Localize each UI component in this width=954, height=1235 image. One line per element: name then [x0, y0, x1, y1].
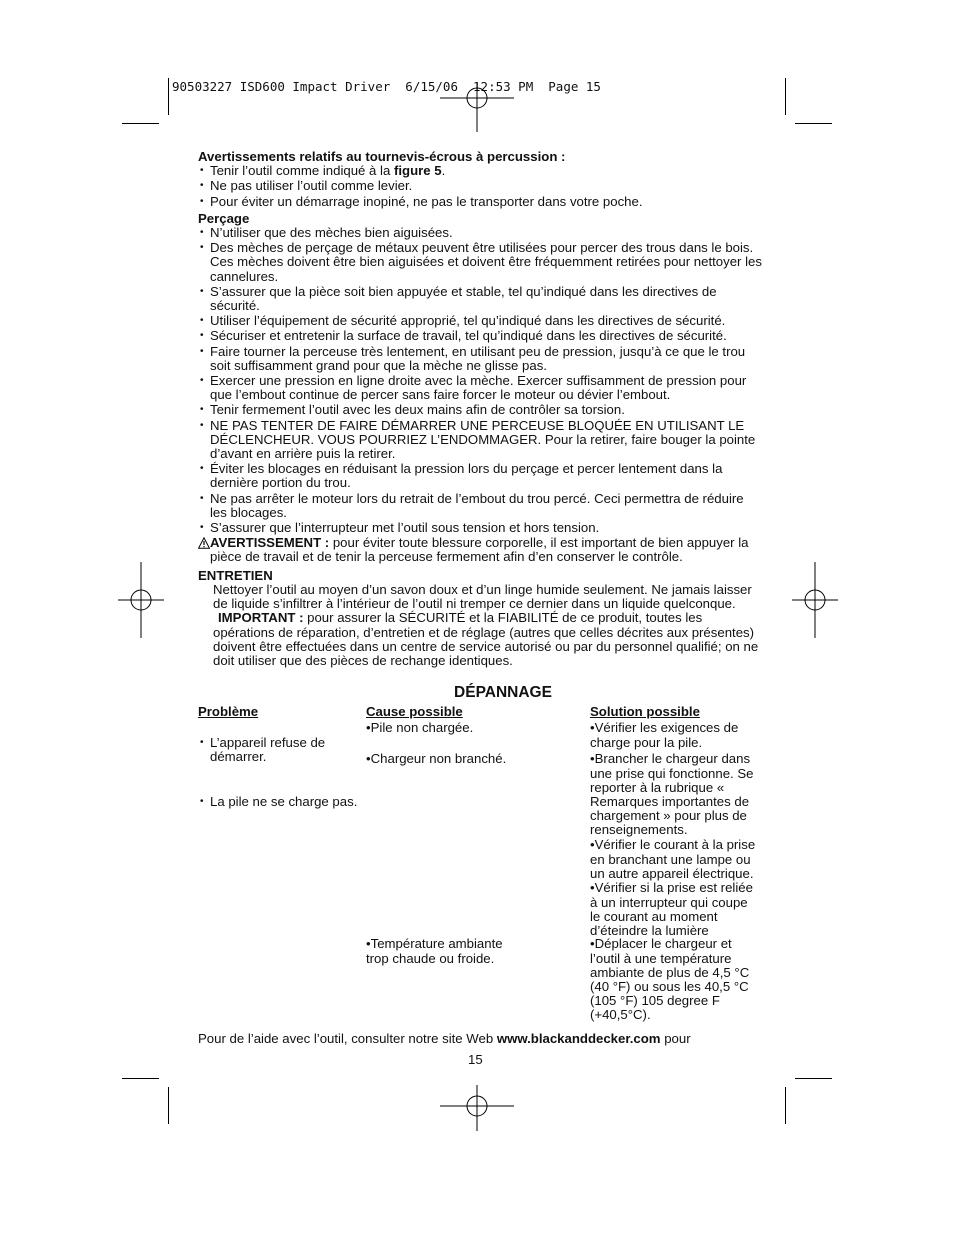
- column-header-solution: Solution possible: [590, 704, 700, 720]
- list-item: • Exercer une pression en ligne droite avec la mèche. Exercer suffisamment de pression pour que l’embout continue de percer sans faire forcer le moteur ou dévier l’embout.: [198, 374, 763, 402]
- cause-cell: •Température ambiante trop chaude ou froide.: [366, 936, 503, 966]
- warning-text: pour éviter toute blessure corporelle, il est important de bien appuyer la pièce de travail et de tenir la perceuse fermement afin d’en conserver le contrôle.: [210, 535, 749, 565]
- problem-cell: • La pile ne se charge pas.: [198, 795, 385, 809]
- website-link[interactable]: www.blackanddecker.com: [496, 1031, 661, 1046]
- cause-cell: •Chargeur non branché.: [366, 751, 507, 767]
- crop-mark-bottom-right-h: [795, 1078, 832, 1079]
- figure-ref: figure 5: [393, 163, 442, 179]
- solution-cell: •Brancher le chargeur dans une prise qui fonctionne. Se reporter à la rubrique « Remarques importantes de chargement » pour plus de renseignements.: [590, 751, 754, 838]
- percage-heading: Perçage: [198, 210, 250, 226]
- list-item: • N’utiliser que des mèches bien aiguisées.: [198, 226, 763, 240]
- crop-mark-top-right-h: [795, 123, 832, 124]
- depannage-title: DÉPANNAGE: [454, 684, 552, 702]
- important-text: pour assurer la SÉCURITÉ et la FIABILITÉ de ce produit, toutes les opérations de réparation, d’entretien et de réglage (autres que celles décrites aux présentes) doivent être effectuées dans un centre de service autorisé ou par du personnel qualifié; on ne doit utiliser que des pièces de rechange identiques.: [213, 610, 759, 668]
- list-item: • Ne pas utiliser l’outil comme levier.: [198, 179, 763, 193]
- entretien-paragraph: Nettoyer l’outil au moyen d’un savon doux et d’un linge humide seulement. Ne jamais laisser de liquide s’infiltrer à l’intérieur de l’outil ni tremper ce dernier dans un liquide quelconque.: [213, 581, 752, 612]
- list-item: • Utiliser l’équipement de sécurité approprié, tel qu’indiqué dans les directives de sécurité.: [198, 314, 763, 328]
- list-item: • Faire tourner la perceuse très lentement, en utilisant peu de pression, jusqu’à ce que le trou soit suffisamment grand pour que la mèche ne glisse pas.: [198, 345, 763, 373]
- crop-mark-top-right-v: [785, 78, 786, 115]
- important-label: IMPORTANT :: [218, 610, 304, 626]
- footer-text: Pour de l’aide avec l’outil, consulter notre site Web www.blackanddecker.com pour: [198, 1031, 691, 1046]
- entretien-body: [198, 583, 763, 668]
- tournevis-list: [198, 164, 763, 209]
- solution-cell: •Vérifier les exigences de charge pour la pile.: [590, 720, 739, 750]
- column-solution: [590, 704, 765, 1023]
- registration-mark-bottom: [440, 1085, 514, 1131]
- list-item: • NE PAS TENTER DE FAIRE DÉMARRER UNE PERCEUSE BLOQUÉE EN UTILISANT LE DÉCLENCHEUR. VOUS POURRIEZ L’ENDOMMAGER. Pour la retirer, faire bouger la pointe d’avant en arrière puis la retirer.: [198, 419, 763, 462]
- list-item: • Tenir l’outil comme indiqué à la figure 5.: [198, 164, 763, 178]
- printer-slug: 90503227 ISD600 Impact Driver 6/15/06 12:53 PM Page 15: [172, 79, 601, 94]
- cause-cell: •Pile non chargée.: [366, 720, 474, 736]
- crop-mark-bottom-left-h: [122, 1078, 159, 1079]
- list-item: • Ne pas arrêter le moteur lors du retrait de l’embout du trou percé. Ceci permettra de réduire les blocages.: [198, 492, 763, 520]
- warning-paragraph: [198, 536, 763, 564]
- troubleshooting-table: [198, 704, 763, 1023]
- important-paragraph: [213, 611, 763, 668]
- list-item: • Éviter les blocages en réduisant la pression lors du perçage et percer lentement dans la dernière portion du trou.: [198, 462, 763, 490]
- crop-mark-bottom-left-v: [168, 1087, 169, 1124]
- crop-mark-bottom-right-v: [785, 1087, 786, 1124]
- entretien-heading: ENTRETIEN: [198, 567, 273, 583]
- registration-mark-left: [118, 562, 164, 638]
- percage-list: [198, 226, 763, 535]
- crop-mark-top-left-v: [168, 78, 169, 115]
- solution-cell: •Déplacer le chargeur et l’outil à une température ambiante de plus de 4,5 °C (40 °F) ou sous les 40,5 °C (105 °F) 105 degree F (+40,5°C).: [590, 936, 750, 1023]
- registration-mark-top: [440, 82, 514, 132]
- list-item: • Pour éviter un démarrage inopiné, ne pas le transporter dans votre poche.: [198, 195, 763, 209]
- list-item: • Des mèches de perçage de métaux peuvent être utilisées pour percer des trous dans le bois. Ces mèches doivent être bien aiguisées et doivent être fréquemment retirées pour nettoyer les cannelures.: [198, 241, 763, 284]
- warning-label: AVERTISSEMENT :: [210, 535, 330, 551]
- page-content: [198, 149, 763, 1023]
- warning-triangle-icon: [198, 537, 210, 549]
- list-item: • Sécuriser et entretenir la surface de travail, tel qu’indiqué dans les directives de sécurité.: [198, 329, 763, 343]
- registration-mark-right: [792, 562, 838, 638]
- column-header-problem: Problème: [198, 704, 259, 720]
- column-problem: [198, 704, 363, 809]
- page-number: 15: [468, 1052, 483, 1067]
- solution-cell: •Vérifier le courant à la prise en branchant une lampe ou un autre appareil électrique.: [590, 837, 756, 881]
- list-item: • S’assurer que la pièce soit bien appuyée et stable, tel qu’indiqué dans les directives de sécurité.: [198, 285, 763, 313]
- tournevis-heading: Avertissements relatifs au tournevis-écrous à percussion :: [198, 149, 566, 164]
- list-item: • S’assurer que l’interrupteur met l’outil sous tension et hors tension.: [198, 521, 763, 535]
- column-cause: [366, 704, 586, 966]
- problem-cell: • L’appareil refuse de démarrer.: [198, 736, 360, 764]
- crop-mark-top-left-h: [122, 123, 159, 124]
- solution-cell: •Vérifier si la prise est reliée à un interrupteur qui coupe le courant au moment d’éteindre la lumière: [590, 880, 753, 938]
- column-header-cause: Cause possible: [366, 704, 463, 720]
- list-item: • Tenir fermement l’outil avec les deux mains afin de contrôler sa torsion.: [198, 403, 763, 417]
